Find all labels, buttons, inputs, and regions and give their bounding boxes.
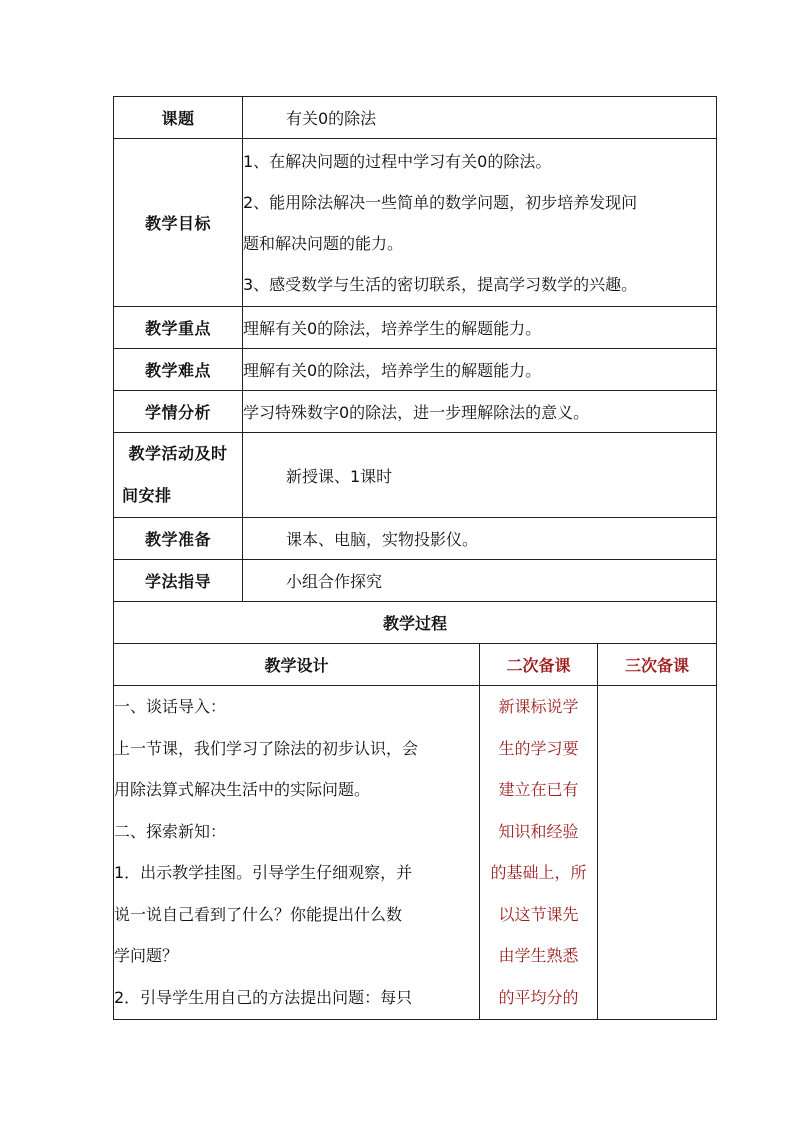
row-schedule xyxy=(114,433,717,518)
objective-line: 2、能用除法解决一些简单的数学问题，初步培养发现问 xyxy=(243,192,638,212)
label-objectives: 教学目标 xyxy=(114,139,243,307)
second-prep-content xyxy=(480,686,598,1020)
second-prep-line: 由学生熟悉 xyxy=(498,946,579,965)
row-key-point xyxy=(114,307,717,349)
design-line: 学问题？ xyxy=(114,946,179,965)
value-schedule: 新授课、1课时 xyxy=(243,433,717,518)
value-method: 小组合作探究 xyxy=(243,560,717,602)
value-preparation: 课本、电脑，实物投影仪。 xyxy=(243,518,717,560)
value-difficulty: 理解有关0的除法，培养学生的解题能力。 xyxy=(243,349,717,391)
label-preparation: 教学准备 xyxy=(114,518,243,560)
design-line: 用除法算式解决生活中的实际问题。 xyxy=(114,780,371,799)
row-column-headers xyxy=(114,644,717,686)
third-prep-content xyxy=(598,686,717,1020)
teaching-design-content xyxy=(114,686,480,1020)
label-schedule xyxy=(114,433,243,518)
objective-line: 3、感受数学与生活的密切联系，提高学习数学的兴趣。 xyxy=(243,274,638,294)
label-method: 学法指导 xyxy=(114,560,243,602)
objective-line: 1、在解决问题的过程中学习有关0的除法。 xyxy=(243,151,552,171)
process-title: 教学过程 xyxy=(114,602,717,644)
design-line: 说一说自己看到了什么？你能提出什么数 xyxy=(114,904,403,924)
row-process-body xyxy=(114,686,717,1020)
second-prep-line: 的平均分的 xyxy=(498,987,579,1007)
design-line: 上一节课，我们学习了除法的初步认识，会 xyxy=(114,738,419,758)
second-prep-line: 的基础上，所 xyxy=(490,863,587,882)
row-preparation xyxy=(114,518,717,560)
value-objectives xyxy=(243,139,717,307)
second-prep-line: 新课标说学 xyxy=(498,697,579,716)
value-learner-analysis: 学习特殊数字0的除法，进一步理解除法的意义。 xyxy=(243,391,717,433)
header-teaching-design: 教学设计 xyxy=(114,644,480,686)
second-prep-line: 建立在已有 xyxy=(498,780,579,799)
label-schedule-line: 教学活动及时 xyxy=(128,444,228,463)
row-method xyxy=(114,560,717,602)
design-line: 二、探索新知： xyxy=(114,821,227,841)
label-learner-analysis: 学情分析 xyxy=(114,391,243,433)
second-prep-line: 生的学习要 xyxy=(498,738,579,758)
row-objectives xyxy=(114,139,717,307)
design-line: 一、谈话导入： xyxy=(114,697,227,716)
row-topic xyxy=(114,97,717,139)
second-prep-line: 以这节课先 xyxy=(498,904,579,924)
design-line: 2．引导学生用自己的方法提出问题：每只 xyxy=(114,987,413,1007)
header-third-prep: 三次备课 xyxy=(598,644,717,686)
row-learner-analysis xyxy=(114,391,717,433)
lesson-plan-table xyxy=(113,96,717,1020)
design-line: 1．出示教学挂图。引导学生仔细观察，并 xyxy=(114,863,413,882)
row-process-title xyxy=(114,602,717,644)
header-second-prep: 二次备课 xyxy=(480,644,598,686)
label-difficulty: 教学难点 xyxy=(114,349,243,391)
objective-line: 题和解决问题的能力。 xyxy=(243,233,404,253)
value-topic: 有关0的除法 xyxy=(243,97,717,139)
label-topic: 课题 xyxy=(114,97,243,139)
label-schedule-line: 间安排 xyxy=(122,486,172,505)
value-key-point: 理解有关0的除法，培养学生的解题能力。 xyxy=(243,307,717,349)
second-prep-line: 知识和经验 xyxy=(498,821,579,841)
row-difficulty xyxy=(114,349,717,391)
label-key-point: 教学重点 xyxy=(114,307,243,349)
